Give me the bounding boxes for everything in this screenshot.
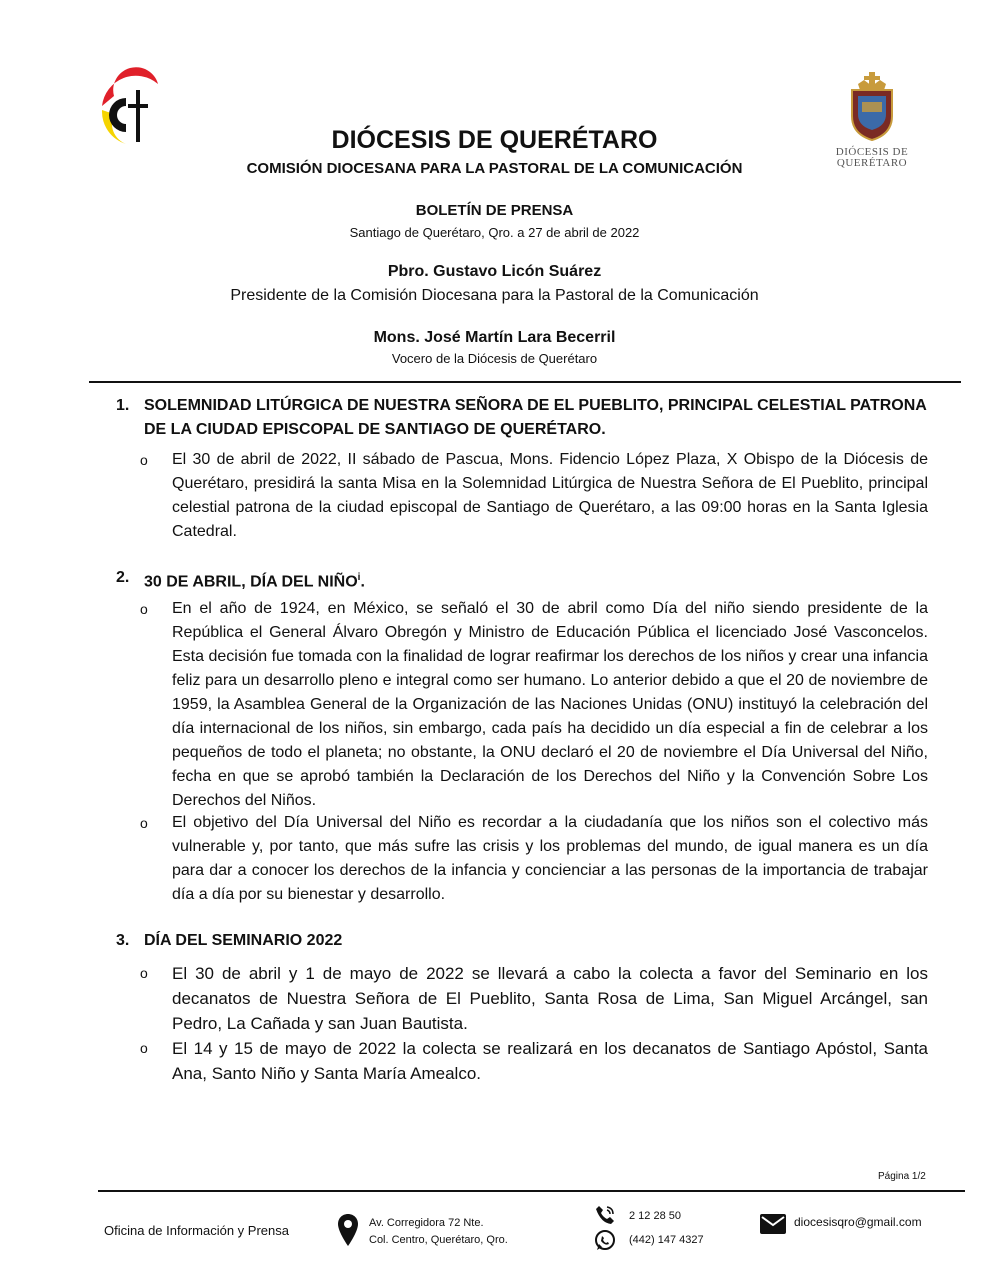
footer-divider bbox=[98, 1190, 965, 1192]
list-item-text: El 14 y 15 de mayo de 2022 la colecta se realizará en los decanatos de Santiago Apóstol, Santa Ana, Santo Niño y Santa María Amealco. bbox=[172, 1039, 928, 1083]
phone-icon bbox=[594, 1204, 616, 1226]
person2-role: Vocero de la Diócesis de Querétaro bbox=[391, 351, 598, 366]
list-item-text: En el año de 1924, en México, se señaló el 30 de abril como Día del niño siendo presidente de la República el General Álvaro Obregón y Ministro de Educación Pública el licenciado José Vasconcelos. Esta decisión fue tomada con la finalidad de lograr reafirmar los derechos de los niños y crear una infancia feliz para un desarrollo pleno e integral como ser humano. Lo anterior debido a que el 20 de noviembre de 1959, la Asamblea General de la Organización de las Naciones Unidas (ONU) instituyó la celebración del día internacional de los niños, sin embargo, cada país ha decidido un día especial a fin de celebrar a los pequeños de todo el planeta; no obstante, la ONU declaró el 20 de noviembre el Día Universal del Niño, fecha en que se aprobó también la Declaración de los Derechos del Niño y la Convención Sobre Los Derechos del Niños. bbox=[172, 600, 928, 809]
list-item-text: El objetivo del Día Universal del Niño es recordar a la ciudadanía que los niños son el colectivo más vulnerable y, por tanto, que más sufre las crisis y los problemas del mundo, de igual manera es un día para dar a conocer los derechos de la infancia y concienciar a las personas de la importancia de trabajar día a día por su bienestar y desarrollo. bbox=[172, 814, 928, 903]
location-pin-icon bbox=[338, 1214, 358, 1246]
bullet-mark: o bbox=[140, 965, 148, 981]
list-item-text: El 30 de abril y 1 de mayo de 2022 se llevará a cabo la colecta a favor del Seminario en los decanatos de Nuestra Señora de El Pueblito, Santa Rosa de Lima, San Miguel Arcángel, san Pedro, La Cañada y san Juan Bautista. bbox=[172, 964, 928, 1033]
address-line1: Av. Corregidora 72 Nte. bbox=[369, 1217, 484, 1229]
list-item bbox=[140, 811, 928, 907]
section-number: 3. bbox=[116, 932, 130, 949]
section-3-title bbox=[116, 929, 928, 953]
list-item bbox=[140, 448, 928, 544]
crest-caption-line2: QUERÉTARO bbox=[836, 157, 908, 169]
header-divider bbox=[89, 381, 961, 383]
section-2-title bbox=[116, 566, 928, 594]
email-address: diocesisqro@gmail.com bbox=[794, 1215, 922, 1229]
mail-icon bbox=[760, 1214, 786, 1234]
person1-name: Pbro. Gustavo Licón Suárez bbox=[387, 263, 602, 280]
section-heading: DÍA DEL SEMINARIO 2022 bbox=[144, 932, 343, 949]
bullet-mark: o bbox=[140, 815, 148, 831]
whatsapp-icon bbox=[594, 1229, 616, 1251]
office-name: Oficina de Información y Prensa bbox=[104, 1223, 289, 1238]
bullet-mark: o bbox=[140, 452, 148, 468]
list-item-text: El 30 de abril de 2022, II sábado de Pascua, Mons. Fidencio López Plaza, X Obispo de la Diócesis de Querétaro, presidirá la santa Misa en la Solemnidad Litúrgica de Nuestra Señora de El Pueblito, principal celestial patrona de la ciudad episcopal de Santiago de Querétaro, a las 09:00 horas en la Santa Iglesia Catedral. bbox=[172, 451, 928, 540]
section-heading-text: 30 DE ABRIL, DÍA DEL NIÑO bbox=[144, 573, 358, 591]
page-title: DIÓCESIS DE QUERÉTARO bbox=[331, 126, 658, 154]
bulletin-heading: BOLETÍN DE PRENSA bbox=[415, 202, 574, 219]
list-item bbox=[140, 961, 928, 1036]
section-heading bbox=[144, 566, 928, 594]
section-1-title bbox=[116, 394, 928, 442]
whatsapp-number: (442) 147 4327 bbox=[629, 1234, 704, 1246]
section-heading-end: . bbox=[360, 573, 365, 591]
phone-number: 2 12 28 50 bbox=[629, 1210, 681, 1222]
section-number: 2. bbox=[116, 569, 130, 586]
list-item bbox=[140, 597, 928, 813]
bulletin-date: Santiago de Querétaro, Qro. a 27 de abril de 2022 bbox=[349, 225, 640, 240]
address bbox=[369, 1215, 508, 1249]
footnote-marker: i bbox=[357, 572, 361, 583]
page-subtitle: COMISIÓN DIOCESANA PARA LA PASTORAL DE LA COMUNICACIÓN bbox=[246, 160, 743, 177]
bullet-mark: o bbox=[140, 1040, 148, 1056]
page-number: Página 1/2 bbox=[878, 1171, 926, 1182]
diocese-crest bbox=[830, 72, 914, 172]
bullet-mark: o bbox=[140, 601, 148, 617]
person1-role: Presidente de la Comisión Diocesana para la Pastoral de la Comunicación bbox=[230, 287, 759, 304]
section-number: 1. bbox=[116, 397, 130, 414]
section-heading: SOLEMNIDAD LITÚRGICA DE NUESTRA SEÑORA DE EL PUEBLITO, PRINCIPAL CELESTIAL PATRONA DE LA CIUDAD EPISCOPAL DE SANTIAGO DE QUERÉTARO. bbox=[144, 397, 927, 438]
person2-name: Mons. José Martín Lara Becerril bbox=[373, 329, 616, 346]
address-line2: Col. Centro, Querétaro, Qro. bbox=[369, 1234, 508, 1246]
list-item bbox=[140, 1036, 928, 1086]
crest-caption-line1: DIÓCESIS DE bbox=[835, 146, 909, 158]
